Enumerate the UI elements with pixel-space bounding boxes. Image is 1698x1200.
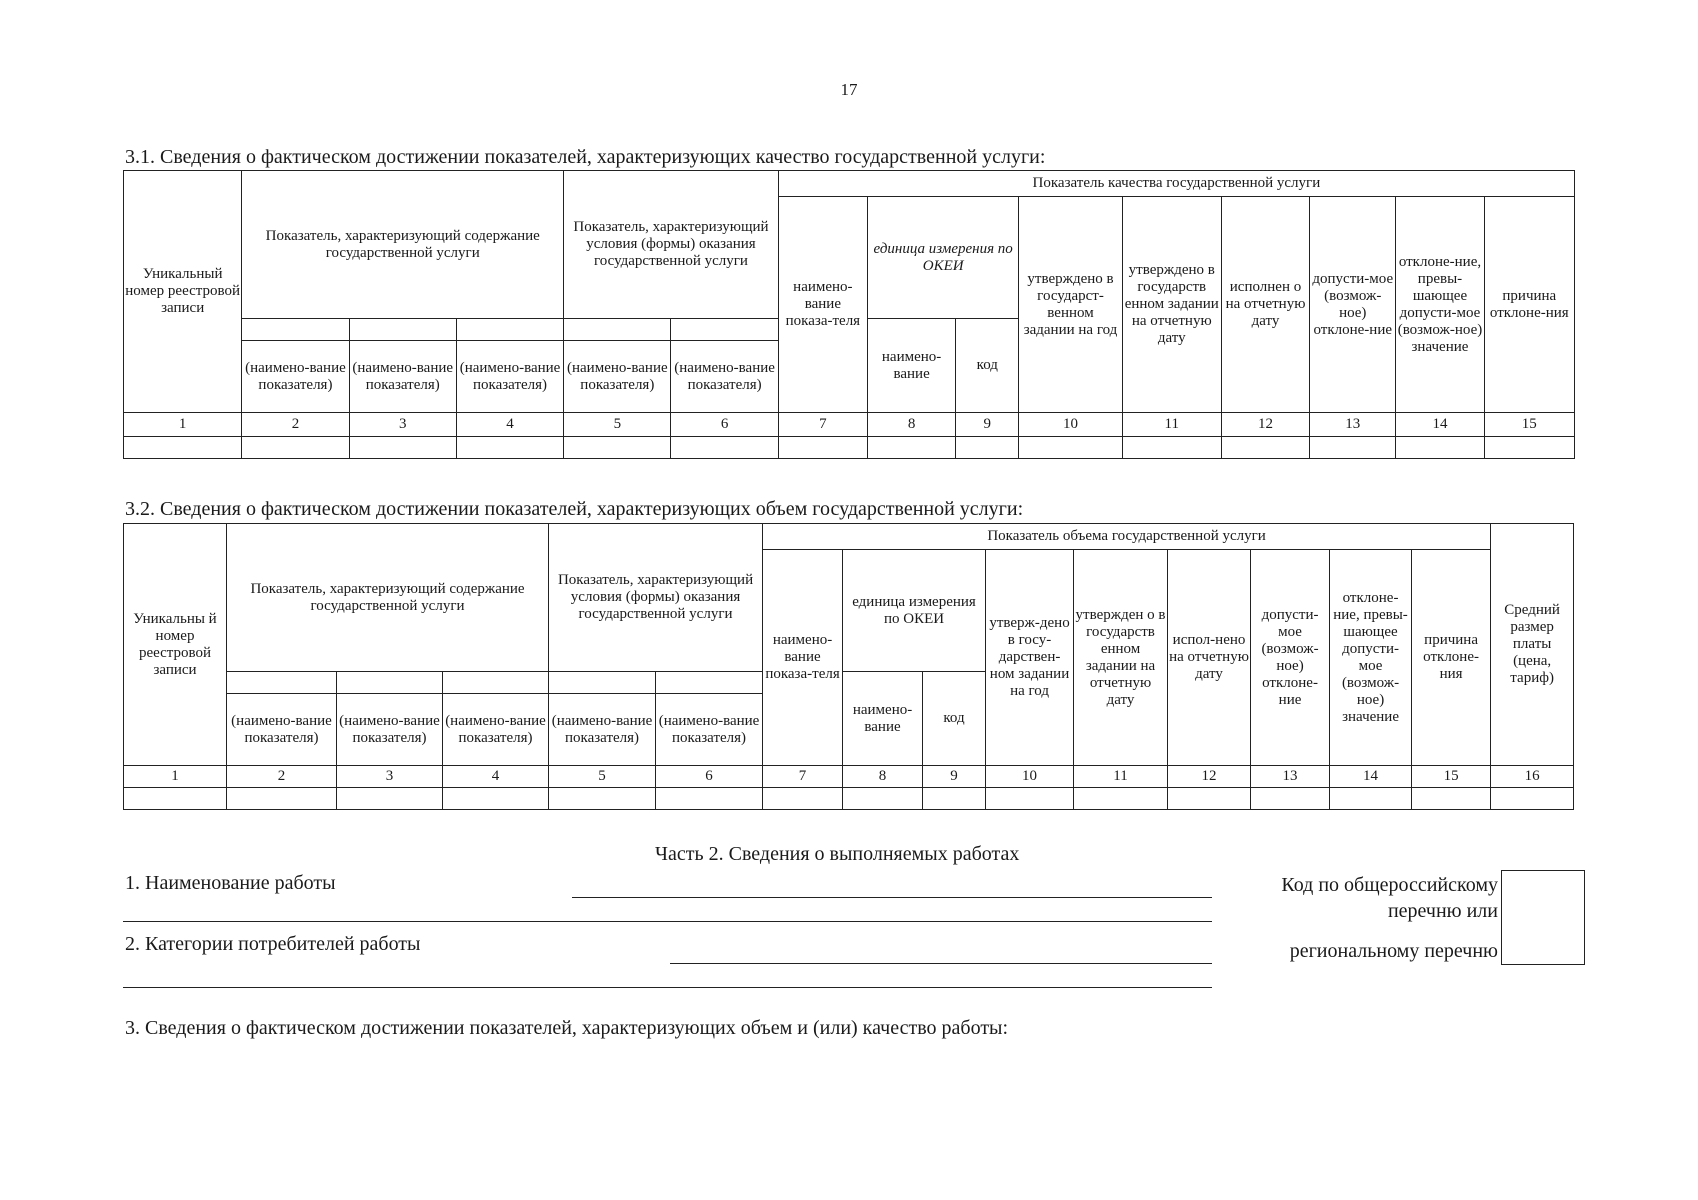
header-conditions-indicator: Показатель, характеризующий условия (формы) оказания государственной услуги xyxy=(549,524,763,672)
table-cell[interactable] xyxy=(349,437,456,459)
column-number: 12 xyxy=(1221,413,1309,437)
table-cell[interactable] xyxy=(549,788,656,810)
consumers-field[interactable] xyxy=(670,963,1212,964)
table-cell[interactable] xyxy=(456,437,563,459)
header-content-indicator: Показатель, характеризующий содержание государственной услуги xyxy=(227,524,549,672)
header-approved-year: утверж-дено в госу-дарствен-ном задании на год xyxy=(986,550,1074,766)
column-number: 7 xyxy=(778,413,867,437)
header-sub-indicator: (наимено-вание показателя) xyxy=(227,694,337,766)
header-deviation-reason: причина отклоне-ния xyxy=(1484,197,1574,413)
column-number: 11 xyxy=(1074,766,1168,788)
table-cell[interactable] xyxy=(1122,437,1221,459)
header-content-indicator: Показатель, характеризующий содержание государственной услуги xyxy=(242,171,564,319)
table-cell[interactable] xyxy=(1412,788,1491,810)
header-sub-indicator: (наимено-вание показателя) xyxy=(656,694,763,766)
table-cell[interactable] xyxy=(1168,788,1251,810)
column-number: 1 xyxy=(124,413,242,437)
header-sub-blank xyxy=(443,672,549,694)
work-name-label: 1. Наименование работы xyxy=(125,872,336,894)
column-number: 4 xyxy=(443,766,549,788)
section-3-title: 3. Сведения о фактическом достижении показателей, характеризующих объем и (или) качество работы: xyxy=(125,1017,1009,1039)
column-number: 2 xyxy=(242,413,349,437)
table-cell[interactable] xyxy=(1484,437,1574,459)
column-number: 3 xyxy=(337,766,443,788)
part-2-title: Часть 2. Сведения о выполняемых работах xyxy=(655,843,1020,865)
column-number: 11 xyxy=(1122,413,1221,437)
table-cell[interactable] xyxy=(986,788,1074,810)
header-sub-blank xyxy=(456,319,563,341)
table-row xyxy=(124,788,1574,810)
column-number: 5 xyxy=(564,413,671,437)
column-number: 8 xyxy=(843,766,923,788)
header-sub-indicator: (наимено-вание показателя) xyxy=(549,694,656,766)
table-cell[interactable] xyxy=(1019,437,1122,459)
header-approved-date: утверждено в государств енном задании на отчетную дату xyxy=(1122,197,1221,413)
header-sub-blank xyxy=(227,672,337,694)
header-sub-indicator: (наимено-вание показателя) xyxy=(349,341,456,413)
header-unit-code: код xyxy=(923,672,986,766)
header-sub-indicator: (наимено-вание показателя) xyxy=(337,694,443,766)
header-volume-indicator: Показатель объема государственной услуги xyxy=(763,524,1491,550)
header-approved-year: утверждено в государст-венном задании на год xyxy=(1019,197,1122,413)
header-deviation-reason: причина отклоне-ния xyxy=(1412,550,1491,766)
table-cell[interactable] xyxy=(1396,437,1484,459)
column-number-row xyxy=(124,766,1574,788)
table-cell[interactable] xyxy=(564,437,671,459)
column-number: 5 xyxy=(549,766,656,788)
table-cell[interactable] xyxy=(337,788,443,810)
page-number: 17 xyxy=(840,80,858,99)
section-3-2-title: 3.2. Сведения о фактическом достижении показателей, характеризующих объем государственной услуги: xyxy=(125,498,1024,520)
column-number: 3 xyxy=(349,413,456,437)
volume-table xyxy=(123,523,1574,810)
column-number: 12 xyxy=(1168,766,1251,788)
header-sub-blank xyxy=(656,672,763,694)
table-cell[interactable] xyxy=(867,437,955,459)
column-number: 13 xyxy=(1310,413,1396,437)
code-label-line-1: Код по общероссийскому xyxy=(1281,874,1498,896)
header-exceeding-deviation: отклоне-ние, превы-шающее допусти-мое (возмож-ное) значение xyxy=(1330,550,1412,766)
table-cell[interactable] xyxy=(778,437,867,459)
header-sub-blank xyxy=(242,319,349,341)
table-cell[interactable] xyxy=(1310,437,1396,459)
column-number: 9 xyxy=(923,766,986,788)
header-sub-blank xyxy=(337,672,443,694)
column-number: 2 xyxy=(227,766,337,788)
table-cell[interactable] xyxy=(124,788,227,810)
header-sub-blank xyxy=(564,319,671,341)
header-quality-indicator: Показатель качества государственной услуги xyxy=(778,171,1574,197)
code-label-line-3: региональному перечню xyxy=(1289,940,1498,962)
consumers-label: 2. Категории потребителей работы xyxy=(125,933,421,955)
table-cell[interactable] xyxy=(242,437,349,459)
work-name-field[interactable] xyxy=(572,897,1212,898)
table-cell[interactable] xyxy=(1251,788,1330,810)
column-number: 10 xyxy=(1019,413,1122,437)
header-sub-indicator: (наимено-вание показателя) xyxy=(242,341,349,413)
header-average-fee: Средний размер платы (цена, тариф) xyxy=(1491,524,1574,766)
table-cell[interactable] xyxy=(1221,437,1309,459)
column-number: 14 xyxy=(1330,766,1412,788)
table-cell[interactable] xyxy=(1491,788,1574,810)
table-cell[interactable] xyxy=(1330,788,1412,810)
header-sub-indicator: (наимено-вание показателя) xyxy=(443,694,549,766)
code-label-line-2: перечню или xyxy=(1387,900,1498,922)
header-unit-name: наимено-вание xyxy=(867,319,955,413)
header-allowed-deviation: допусти-мое (возмож-ное) отклоне-ние xyxy=(1310,197,1396,413)
column-number: 4 xyxy=(456,413,563,437)
header-unique-number: Уникальны й номер реестровой записи xyxy=(124,524,227,766)
table-cell[interactable] xyxy=(956,437,1019,459)
quality-table xyxy=(123,170,1575,459)
header-allowed-deviation: допусти-мое (возмож-ное) отклоне-ние xyxy=(1251,550,1330,766)
header-unit-code: код xyxy=(956,319,1019,413)
header-unit-name: наимено-вание xyxy=(843,672,923,766)
table-cell[interactable] xyxy=(227,788,337,810)
table-cell[interactable] xyxy=(656,788,763,810)
header-conditions-indicator: Показатель, характеризующий условия (формы) оказания государственной услуги xyxy=(564,171,779,319)
column-number-row xyxy=(124,413,1575,437)
column-number: 7 xyxy=(763,766,843,788)
header-indicator-name: наимено-вание показа-теля xyxy=(763,550,843,766)
header-done: исполнен о на отчетную дату xyxy=(1221,197,1309,413)
header-unique-number: Уникальный номер реестровой записи xyxy=(124,171,242,413)
header-sub-blank xyxy=(671,319,778,341)
column-number: 15 xyxy=(1484,413,1574,437)
header-sub-indicator: (наимено-вание показателя) xyxy=(564,341,671,413)
table-cell[interactable] xyxy=(843,788,923,810)
table-cell[interactable] xyxy=(1074,788,1168,810)
section-3-1-title: 3.1. Сведения о фактическом достижении показателей, характеризующих качество государственной услуги: xyxy=(125,146,1046,168)
column-number: 14 xyxy=(1396,413,1484,437)
header-sub-indicator: (наимено-вание показателя) xyxy=(456,341,563,413)
column-number: 9 xyxy=(956,413,1019,437)
table-cell[interactable] xyxy=(763,788,843,810)
consumers-field-line-2[interactable] xyxy=(123,987,1212,988)
header-indicator-name: наимено-вание показа-теля xyxy=(778,197,867,413)
column-number: 10 xyxy=(986,766,1074,788)
table-cell[interactable] xyxy=(443,788,549,810)
table-cell[interactable] xyxy=(671,437,778,459)
table-row xyxy=(124,437,1575,459)
header-approved-date: утвержден о в государств енном задании на отчетную дату xyxy=(1074,550,1168,766)
registry-code-box[interactable] xyxy=(1501,870,1585,965)
header-sub-blank xyxy=(349,319,456,341)
header-sub-blank xyxy=(549,672,656,694)
header-sub-indicator: (наимено-вание показателя) xyxy=(671,341,778,413)
header-unit-okei: единица измерения по ОКЕИ xyxy=(843,550,986,672)
column-number: 6 xyxy=(656,766,763,788)
column-number: 1 xyxy=(124,766,227,788)
column-number: 16 xyxy=(1491,766,1574,788)
table-cell[interactable] xyxy=(124,437,242,459)
header-exceeding-deviation: отклоне-ние, превы-шающее допусти-мое (возмож-ное) значение xyxy=(1396,197,1484,413)
column-number: 13 xyxy=(1251,766,1330,788)
column-number: 6 xyxy=(671,413,778,437)
column-number: 8 xyxy=(867,413,955,437)
work-name-field-line-2[interactable] xyxy=(123,921,1212,922)
table-cell[interactable] xyxy=(923,788,986,810)
header-unit-okei: единица измерения по ОКЕИ xyxy=(867,197,1018,319)
header-done: испол-нено на отчетную дату xyxy=(1168,550,1251,766)
column-number: 15 xyxy=(1412,766,1491,788)
code-label xyxy=(1200,872,1498,964)
